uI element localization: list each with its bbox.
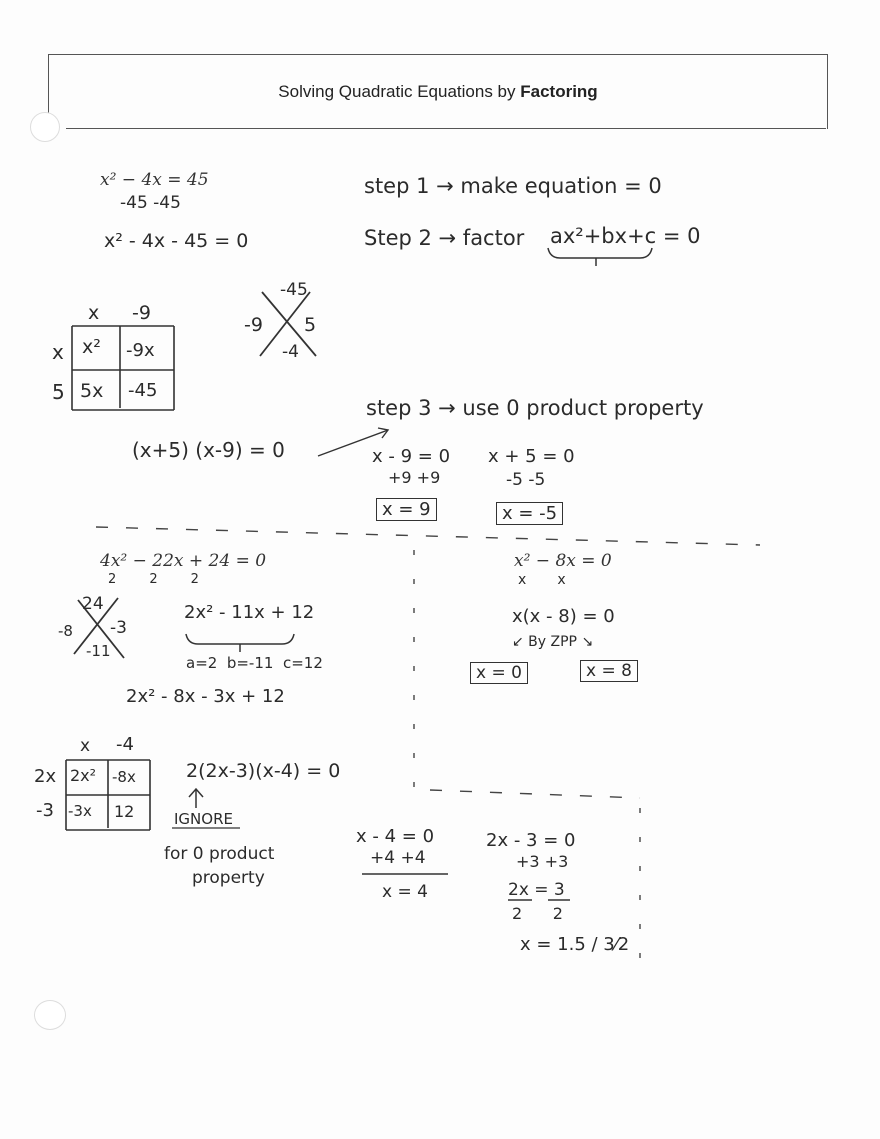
p1-subtract: -45 -45: [120, 193, 181, 213]
p1-row2: 5: [52, 380, 65, 404]
p1-equation: x² − 4x = 45: [100, 170, 209, 190]
p2-x-right: -3: [110, 618, 127, 638]
p1-x-left: -9: [244, 314, 263, 336]
p2-b-answer: x = 1.5 / 3⁄2: [520, 934, 630, 955]
p2-b-step3: 2x = 3: [508, 880, 565, 900]
p2-a-step1: x - 4 = 0: [356, 826, 435, 847]
p1-a-step2: +9 +9: [388, 468, 441, 487]
p2-simplified: 2x² - 11x + 12: [184, 602, 315, 623]
p2-split: 2x² - 8x - 3x + 12: [126, 686, 285, 707]
p2-b-step1: 2x - 3 = 0: [486, 830, 576, 851]
p1-row1: x: [52, 340, 64, 364]
p2-b-step4: 2 2: [512, 904, 563, 923]
p1-cell-11: x²: [82, 336, 101, 358]
p3-zpp: ↙ By ZPP ↘: [512, 634, 594, 650]
p3-answer-b: x = 8: [580, 660, 638, 682]
p2-x-bottom: -11: [86, 642, 111, 660]
p2-x-left: -8: [58, 622, 73, 640]
p2-row2: -3: [36, 800, 54, 821]
p1-x-top: -45: [280, 280, 308, 300]
p2-row1: 2x: [34, 766, 57, 787]
p1-b-answer: x = -5: [496, 502, 563, 525]
p1-standard-form: x² - 4x - 45 = 0: [104, 230, 249, 252]
step3-text: step 3 → use 0 product property: [366, 396, 704, 420]
p2-equation: 4x² − 22x + 24 = 0: [100, 551, 267, 571]
p1-cell-22: -45: [128, 380, 158, 401]
p2-ignore: IGNORE: [174, 810, 233, 828]
p2-a-step2: +4 +4: [370, 848, 426, 868]
p2-factored: 2(2x-3)(x-4) = 0: [186, 760, 341, 782]
p1-x-right: 5: [304, 314, 317, 336]
p2-ignore-note2: property: [192, 868, 265, 888]
step2-form: ax²+bx+c = 0: [550, 224, 701, 248]
p1-b-step1: x + 5 = 0: [488, 446, 575, 467]
p1-cell-12: -9x: [126, 340, 155, 361]
p2-abc: a=2 b=-11 c=12: [186, 654, 323, 672]
p2-col2: -4: [116, 734, 134, 755]
p2-b-step2: +3 +3: [516, 852, 569, 871]
p2-col1: x: [80, 736, 91, 756]
p1-factored: (x+5) (x-9) = 0: [132, 438, 285, 462]
p2-cell-22: 12: [114, 802, 135, 821]
p1-a-answer: x = 9: [376, 498, 437, 521]
p2-cell-12: -8x: [112, 768, 136, 786]
p3-equation: x² − 8x = 0: [514, 551, 612, 571]
p2-ignore-note1: for 0 product: [164, 844, 275, 864]
title-text: Solving Quadratic Equations by: [278, 82, 516, 101]
p3-answer-a: x = 0: [470, 662, 528, 684]
p1-x-bottom: -4: [282, 342, 299, 362]
p2-divisors: 2 2 2: [108, 572, 199, 587]
p3-factored: x(x - 8) = 0: [512, 606, 615, 627]
p1-b-step2: -5 -5: [506, 470, 546, 490]
p2-x-top: 24: [82, 594, 104, 614]
p2-cell-21: -3x: [68, 802, 92, 820]
p2-a-answer: x = 4: [382, 882, 428, 902]
p1-cell-21: 5x: [80, 380, 104, 402]
step2-text: Step 2 → factor: [364, 226, 525, 250]
title-bold: Factoring: [520, 82, 598, 101]
p1-col2: -9: [132, 302, 151, 324]
p1-col1: x: [88, 302, 100, 324]
p3-divisors: x x: [518, 572, 566, 588]
p2-cell-11: 2x²: [70, 766, 97, 785]
p1-a-step1: x - 9 = 0: [372, 446, 451, 467]
step1-text: step 1 → make equation = 0: [364, 174, 662, 198]
